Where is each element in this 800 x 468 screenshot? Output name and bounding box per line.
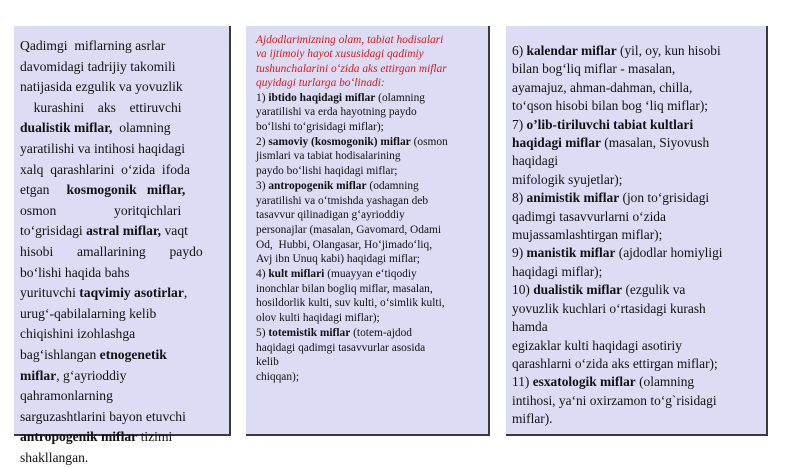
text-line (256, 91, 484, 106)
text-line (512, 355, 758, 373)
bold-term: kalendar miflar (526, 43, 617, 58)
bold-term: taqvimiy asotirlar (79, 285, 184, 301)
text-run: natijasida ezgulik va yovuzlik (20, 79, 183, 95)
text-line (512, 134, 758, 152)
text-run: 5) (256, 326, 269, 339)
text-run: shakllangan. (20, 449, 89, 465)
text-line (20, 386, 217, 407)
text-run: sarguzashtlarini bayon etuvchi (20, 408, 186, 424)
text-run: bo‘lishi to‘grisidagi miflar); (256, 121, 384, 134)
text-line (512, 171, 758, 189)
text-line (512, 392, 758, 410)
text-run: ayamajuz, ahman-dahman, chilla, (512, 79, 693, 95)
text-run: kelib (256, 356, 279, 369)
text-run: etgan (20, 182, 67, 198)
text-run: qadimgi tasavvurlarni o‘zida (512, 208, 666, 224)
text-run: , g‘ayrioddiy (56, 367, 127, 383)
text-run: haqidagi qadimgi tasavvurlar asosida (256, 341, 426, 354)
bold-term: miflar (20, 367, 57, 383)
text-line (256, 252, 484, 267)
text-line (256, 282, 484, 297)
text-line (20, 345, 217, 366)
text-run: (muayyan e‘tiqodiy (324, 268, 417, 281)
text-run: 9) (512, 245, 527, 261)
text-run: qahramonlarning (20, 388, 113, 404)
text-run: hisobi amallarining paydo (20, 243, 203, 259)
text-run: olamning (112, 120, 171, 136)
bold-term: o’lib-tiriluvchi tabiat kultlari (526, 116, 694, 132)
panel-right-text (512, 42, 758, 429)
text-run: osmon yoritqichlari (20, 202, 182, 218)
text-run: (ezgulik va (622, 282, 686, 298)
text-run: 7) (512, 116, 527, 132)
text-run: xalq qarashlarini o‘zida ifoda (20, 161, 190, 177)
bold-term: ibtido haqidagi miflar (268, 91, 376, 104)
text-line (256, 341, 484, 356)
text-line (20, 448, 217, 468)
bold-term: manistik miflar (526, 245, 616, 261)
text-line (20, 180, 217, 201)
text-line (20, 36, 217, 57)
text-line (512, 226, 758, 244)
text-run: qarashlarni o‘zida aks ettirgan miflar); (512, 355, 718, 371)
bold-term: totemistik miflar (268, 326, 351, 339)
intro-line: va ijtimoiy hayot xususidagi qadimiy (256, 48, 424, 61)
text-run: bag‘ishlangan (20, 346, 100, 362)
bold-term: kosmogonik miflar, (66, 182, 186, 198)
intro-line: tushunchalarini o‘zida aks ettirgan miflar (256, 62, 447, 75)
text-line (256, 238, 484, 253)
text-run: (totem-ajdod (350, 326, 412, 339)
intro-line: quyidagi turlarga bo‘linadi: (256, 77, 385, 90)
text-run: hamda (512, 319, 548, 335)
text-line (512, 337, 758, 355)
text-run: bo‘lishi haqida bahs (20, 264, 130, 280)
text-line (512, 60, 758, 78)
text-line (256, 135, 484, 150)
text-line (512, 263, 758, 281)
text-run: (osmon (410, 135, 448, 148)
text-run: 1) (256, 91, 269, 104)
bold-term: dualistik miflar, (20, 120, 113, 136)
text-run: (jon to‘grisidagi (619, 190, 710, 206)
text-line (512, 300, 758, 318)
text-run: miflar). (512, 411, 553, 427)
bold-term: astral miflar, (86, 223, 162, 239)
text-line (20, 160, 217, 181)
text-run: tasavvur qilinadigan g‘ayrioddiy (256, 209, 405, 222)
text-run: 11) (512, 374, 533, 390)
text-run: Qadimgi miflarning asrlar (20, 38, 166, 53)
text-line (20, 118, 217, 139)
text-run: egizaklar kulti haqidagi asotiriy (512, 337, 682, 353)
intro-line: Ajdodlarimizning olam, tabiat hodisalari (256, 34, 444, 46)
text-run: haqidagi (512, 153, 559, 169)
text-run: haqidagi miflar); (512, 263, 603, 279)
text-run: 3) (256, 179, 269, 192)
text-line (256, 355, 484, 370)
text-run: chiqishini izohlashga (20, 326, 136, 342)
text-run: to‘grisidagi (20, 223, 87, 239)
bold-term: antropogenik miflar (268, 179, 367, 192)
text-line (20, 242, 217, 263)
text-run: to‘qson hisobi bilan bog ‘liq miflar); (512, 98, 709, 114)
text-run: bilan bog‘liq miflar - masalan, (512, 61, 676, 77)
text-line (512, 42, 758, 60)
text-run: mujassamlashtirgan miflar); (512, 227, 663, 243)
text-line (256, 105, 484, 120)
bold-term: dualistik miflar (533, 282, 623, 298)
bold-term: antropogenik miflar (20, 429, 138, 445)
text-line (256, 370, 484, 385)
text-run: yurituvchi (20, 285, 80, 301)
text-run: kurashini aks ettiruvchi (20, 99, 182, 115)
text-line (256, 194, 484, 209)
text-run: , (183, 285, 188, 301)
text-line (512, 97, 758, 115)
text-run: (olamning (375, 91, 425, 104)
text-line (512, 318, 758, 336)
text-line (256, 120, 484, 135)
text-line (20, 324, 217, 345)
text-line (256, 296, 484, 311)
text-line (512, 208, 758, 226)
panel-middle-text (256, 91, 484, 385)
text-line (256, 164, 484, 179)
text-run: Od, Hubbi, Olangasar, Ho‘jimado‘liq, (256, 238, 433, 251)
text-line (20, 427, 217, 448)
text-run: vaqt (161, 223, 188, 239)
text-run: (olamning (635, 374, 695, 390)
text-panel-right (506, 26, 768, 436)
text-run: hosildorlik kulti, suv kulti, o‘simlik kulti, (256, 297, 445, 310)
text-run: (ajdodlar homiyligi (615, 245, 723, 261)
text-run: 4) (256, 268, 269, 281)
text-run: 2) (256, 135, 269, 148)
text-line (512, 244, 758, 262)
text-panel-left (14, 26, 231, 465)
panel-left-text (20, 36, 217, 468)
text-line (512, 116, 758, 134)
text-line (20, 407, 217, 428)
bold-term: esxatologik miflar (532, 374, 636, 390)
text-line (512, 281, 758, 299)
text-line (512, 152, 758, 170)
text-line (512, 410, 758, 428)
text-run: personajlar (masalan, Gavomard, Odami (256, 223, 442, 236)
text-line (256, 267, 484, 282)
text-line (20, 57, 217, 78)
text-run: yaratilishi va erda hayotning paydo (256, 106, 417, 119)
text-line (256, 149, 484, 164)
text-line (20, 304, 217, 325)
text-line (512, 373, 758, 391)
text-run: 10) (512, 282, 534, 298)
text-run: olov kulti haqidagi miflar); (256, 312, 380, 325)
bold-term: animistik miflar (526, 190, 620, 206)
text-run: intihosi, ya‘ni oxirzamon to‘g`risidagi (512, 392, 717, 408)
text-run: mifologik syujetlar); (512, 171, 623, 187)
bold-term: etnogenetik (99, 346, 167, 362)
text-line (20, 77, 217, 98)
text-run: yaratilishi va o‘tmishda yashagan deb (256, 194, 429, 207)
text-run: chiqqan); (256, 370, 300, 383)
text-line (20, 139, 217, 160)
text-line (20, 263, 217, 284)
text-run: (masalan, Siyovush (600, 135, 710, 151)
text-line (20, 366, 217, 387)
text-panel-middle (246, 26, 490, 436)
text-line (512, 189, 758, 207)
panel-middle-intro (256, 33, 484, 91)
text-line (20, 201, 217, 222)
text-run: (yil, oy, kun hisobi (616, 43, 721, 58)
text-line (256, 326, 484, 341)
bold-term: haqidagi miflar (512, 135, 601, 151)
text-run: 6) (512, 43, 527, 58)
text-line (512, 79, 758, 97)
text-line (20, 221, 217, 242)
text-run: davomidagi tadrijiy takomili (20, 58, 176, 74)
bold-term: kult miflari (268, 268, 325, 281)
text-run: yovuzlik kuchlari o‘rtasidagi kurash (512, 300, 706, 316)
text-run: Avj ibn Unuq kabi) haqidagi miflar; (256, 253, 420, 266)
bold-term: samoviy (kosmogonik) miflar (268, 135, 411, 148)
text-run: paydo bo‘lishi haqidagi miflar; (256, 165, 398, 178)
text-run: inonchlar bilan bogliq miflar, masalan, (256, 282, 433, 295)
text-run: (odamning (366, 179, 419, 192)
text-run: yaratilishi va intihosi haqidagi (20, 140, 185, 156)
text-line (20, 283, 217, 304)
text-run: tizimi (137, 429, 173, 445)
text-line (256, 208, 484, 223)
text-line (20, 98, 217, 119)
text-run: urug‘-qabilalarning kelib (20, 305, 157, 321)
text-run: 8) (512, 190, 527, 206)
text-line (256, 311, 484, 326)
text-line (256, 179, 484, 194)
text-line (256, 223, 484, 238)
text-run: jismlari va tabiat hodisalarining (256, 150, 401, 163)
